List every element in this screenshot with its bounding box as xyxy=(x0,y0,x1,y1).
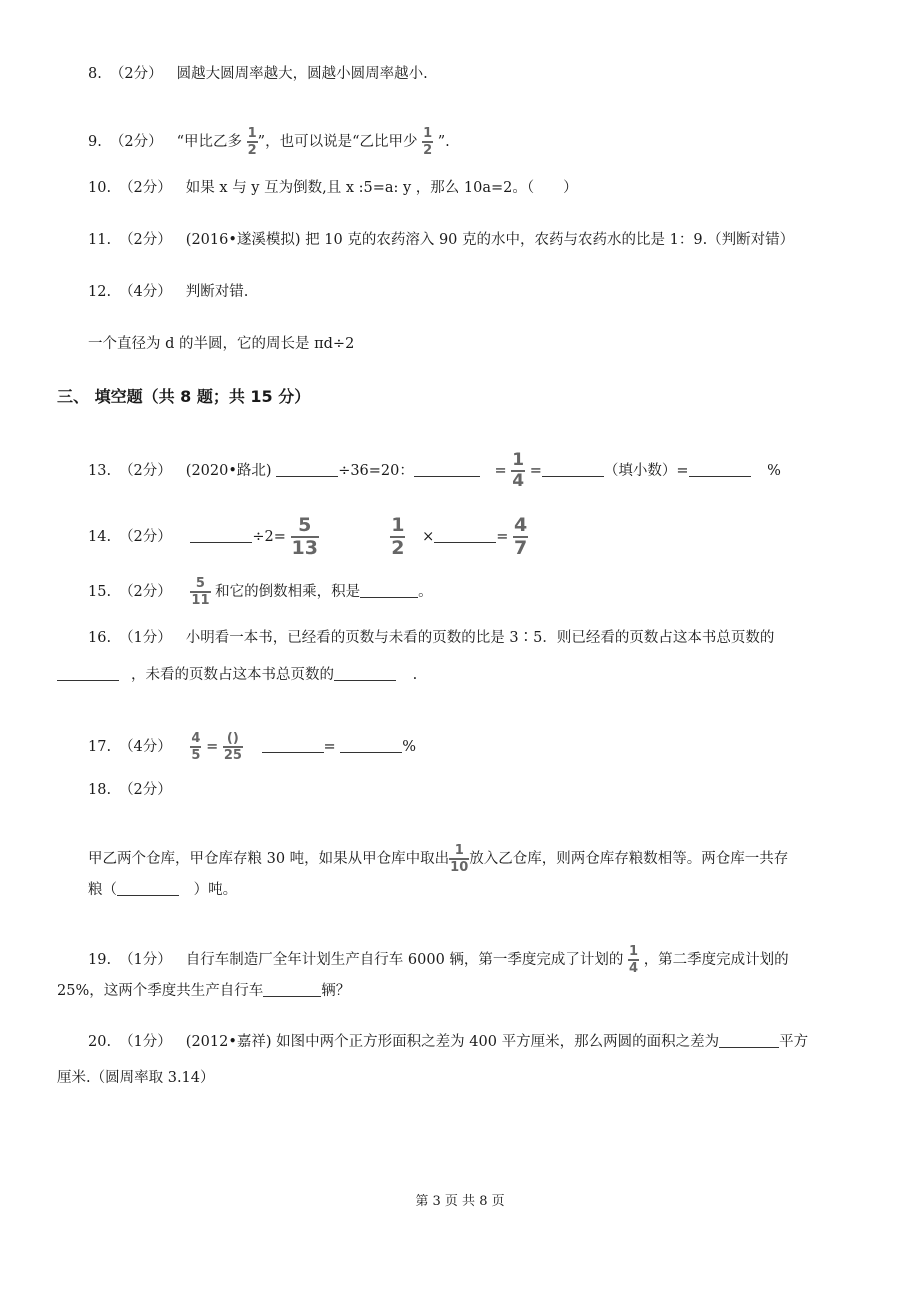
question-points: （2分） xyxy=(119,584,172,600)
question-text: 小明看一本书，已经看的页数与未看的页数的比是 3∶5．则已经看的页数占这本书总页数的 xyxy=(185,630,775,646)
percent-sign: % xyxy=(767,463,781,479)
answer-blank[interactable] xyxy=(719,1033,779,1048)
question-16 xyxy=(88,628,774,648)
question-12-statement: 一个直径为 d 的半圆，它的周长是 πd÷2 xyxy=(88,336,355,352)
question-text: 粮（ xyxy=(88,882,117,898)
question-text: “甲比乙多 xyxy=(176,134,242,150)
question-17 xyxy=(88,732,416,762)
question-text: ”，也可以说是“乙比甲少 xyxy=(257,134,418,150)
question-text: 平方 xyxy=(779,1034,809,1050)
answer-blank[interactable] xyxy=(689,462,751,477)
answer-blank[interactable] xyxy=(434,528,496,543)
question-12 xyxy=(88,282,248,302)
equals-sign: = xyxy=(496,529,509,545)
question-text: ）吨。 xyxy=(193,882,238,898)
answer-blank[interactable] xyxy=(360,583,418,598)
fraction-five-elevenths: $\frac{5}{11}$ xyxy=(191,576,210,608)
question-number: 18. xyxy=(88,782,112,798)
question-20 xyxy=(88,1032,808,1052)
question-14 xyxy=(88,516,528,558)
question-number: 19. xyxy=(88,952,112,968)
question-number: 11. xyxy=(88,232,112,248)
fraction-one-half: $\frac{1}{2}$ xyxy=(423,126,433,158)
answer-blank[interactable] xyxy=(334,666,396,681)
question-text: ÷36=20： xyxy=(338,463,414,479)
equals-sign: = xyxy=(494,463,507,479)
question-points: （2分） xyxy=(119,180,172,196)
question-text: ÷2= xyxy=(252,529,286,545)
question-text: 如果 x 与 y 互为倒数,且 x :5=a: y ，那么 10a=2。（ ） xyxy=(185,180,578,196)
multiply-sign: × xyxy=(422,529,435,545)
question-18 xyxy=(88,780,186,800)
question-text: 圆越大圆周率越大，圆越小圆周率越小. xyxy=(176,66,428,82)
question-8 xyxy=(88,64,428,84)
question-text: （填小数）= xyxy=(603,463,689,479)
question-text: 辆？ xyxy=(321,983,351,999)
question-text: 和它的倒数相乘，积是 xyxy=(215,584,361,600)
question-points: （2分） xyxy=(119,232,172,248)
answer-blank[interactable] xyxy=(542,462,604,477)
equals-sign: = xyxy=(529,463,542,479)
fraction-four-fifths: $\frac{4}{5}$ xyxy=(191,731,201,763)
question-text: (2012•嘉祥) 如图中两个正方形面积之差为 400 平方厘米，那么两圆的面积之差为 xyxy=(185,1034,720,1050)
question-number: 15. xyxy=(88,584,112,600)
answer-blank[interactable] xyxy=(117,881,179,896)
question-number: 14. xyxy=(88,529,112,545)
question-points: （4分） xyxy=(119,284,172,300)
question-number: 16. xyxy=(88,630,112,646)
question-10 xyxy=(88,178,578,198)
question-text: (2016•遂溪模拟) 把 10 克的农药溶入 90 克的水中，农药与农药水的比是 1：9.（判断对错） xyxy=(185,232,795,248)
fraction-one-half: $\frac{1}{2}$ xyxy=(247,126,257,158)
answer-blank[interactable] xyxy=(190,528,252,543)
page-footer: 第 3 页 共 8 页 xyxy=(415,1194,505,1209)
question-number: 17. xyxy=(88,739,112,755)
question-points: （2分） xyxy=(119,782,172,798)
question-points: （2分） xyxy=(119,463,172,479)
question-points: （1分） xyxy=(119,1034,172,1050)
question-text: 放入乙仓库，则两仓库存粮数相等。两仓库一共存 xyxy=(469,851,789,867)
question-points: （4分） xyxy=(119,739,172,755)
question-13 xyxy=(88,452,781,490)
question-number: 10. xyxy=(88,180,112,196)
fraction-one-half: $\frac{1}{2}$ xyxy=(391,514,405,559)
question-source: (2020•路北) xyxy=(185,463,272,479)
question-number: 13. xyxy=(88,463,112,479)
question-19 xyxy=(88,945,789,975)
percent-sign: % xyxy=(402,739,417,755)
question-18-line2 xyxy=(88,880,237,900)
question-points: （2分） xyxy=(119,529,172,545)
fraction-five-thirteenths: $\frac{5}{13}$ xyxy=(291,514,318,559)
answer-blank[interactable] xyxy=(262,738,324,753)
question-15 xyxy=(88,577,433,607)
question-number: 8. xyxy=(88,66,102,82)
question-text: . xyxy=(412,667,418,683)
question-9 xyxy=(88,127,450,157)
fraction-four-sevenths: $\frac{4}{7}$ xyxy=(513,514,528,559)
question-points: （2分） xyxy=(109,66,163,82)
equals-sign: = xyxy=(323,739,336,755)
question-number: 12. xyxy=(88,284,112,300)
question-text: ”. xyxy=(437,134,450,150)
question-16-line2 xyxy=(57,665,417,685)
answer-blank[interactable] xyxy=(340,738,402,753)
section-heading: 三、 填空题（共 8 题；共 15 分） xyxy=(57,387,311,406)
question-points: （1分） xyxy=(119,630,172,646)
question-text: 判断对错. xyxy=(185,284,249,300)
question-number: 20. xyxy=(88,1034,112,1050)
question-19-line2 xyxy=(57,981,350,1001)
question-text: ，未看的页数占这本书总页数的 xyxy=(131,667,334,683)
fraction-one-tenth: $\frac{1}{10}$ xyxy=(450,843,469,875)
answer-blank[interactable] xyxy=(263,982,321,997)
question-20-line2: 厘米.（圆周率取 3.14） xyxy=(57,1070,215,1086)
question-points: （1分） xyxy=(119,952,172,968)
question-points: （2分） xyxy=(109,134,163,150)
question-18-text xyxy=(88,844,788,874)
fraction-one-quarter: $\frac{1}{4}$ xyxy=(629,944,639,976)
question-11 xyxy=(88,230,794,250)
question-text: 25%，这两个季度共生产自行车 xyxy=(57,983,264,999)
answer-blank[interactable] xyxy=(414,462,480,477)
question-text: 。 xyxy=(418,584,433,600)
fraction-blank-over-25: $\frac{()}{25}$ xyxy=(223,731,242,763)
question-text: ，第二季度完成计划的 xyxy=(643,952,789,968)
answer-blank[interactable] xyxy=(57,666,119,681)
question-text: 甲乙两个仓库，甲仓库存粮 30 吨，如果从甲仓库中取出 xyxy=(88,851,450,867)
answer-blank[interactable] xyxy=(276,462,338,477)
question-text: 自行车制造厂全年计划生产自行车 6000 辆，第一季度完成了计划的 xyxy=(185,952,624,968)
equals-sign: = xyxy=(206,739,219,755)
fraction-one-quarter: $\frac{1}{4}$ xyxy=(512,450,525,491)
question-number: 9. xyxy=(88,134,102,150)
